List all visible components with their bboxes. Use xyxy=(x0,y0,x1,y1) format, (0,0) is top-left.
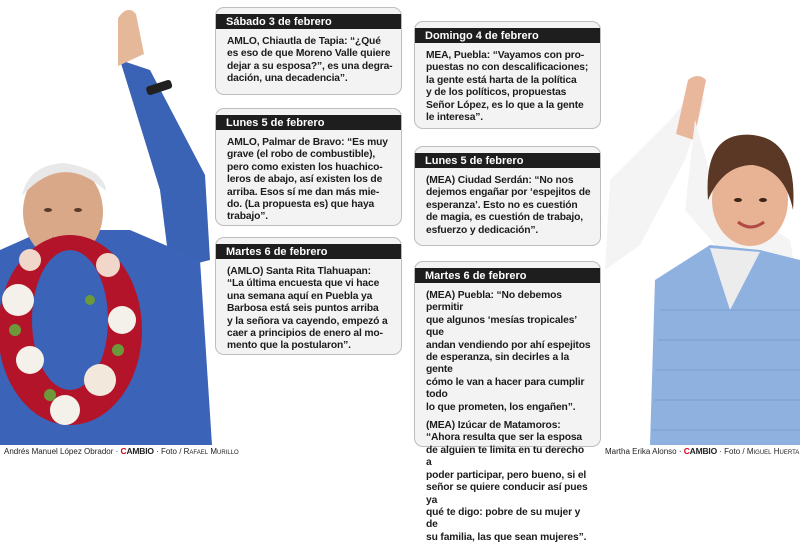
photo-amlo xyxy=(0,0,212,445)
quote-text: AMLO, Chiautla de Tapia: “¿Qué es eso de que Moreno Valle quiere dejar a su esposa?”, es una degra- dación, una decadencia”. xyxy=(227,36,393,85)
caption-author: Rafael Murillo xyxy=(183,447,239,456)
photo-caption-left: Andrés Manuel López Obrador · CAMBIO · Foto / Rafael Murillo xyxy=(4,446,239,456)
caption-name: Andrés Manuel López Obrador xyxy=(4,447,114,456)
card-quote xyxy=(216,130,401,230)
quote-text: (MEA) Izúcar de Matamoros: “Ahora resulta que ser la esposa de alguien te limita en tu derecho a poder participar, pero bueno, si el señor se quiere conducir así pues ya qué te digo: pobre de su mujer y de su familia, las que sean mujeres”. xyxy=(426,420,588,543)
card-quote xyxy=(216,29,401,92)
photo-martha-erika xyxy=(600,70,800,445)
cambio-logo: CAMBIO xyxy=(120,446,154,456)
card-quote xyxy=(216,259,401,359)
caption-name: Martha Erika Alonso xyxy=(605,447,677,456)
quote-text: (MEA) Puebla: “No debemos permitir que algunos ‘mesías tropicales’ que andan vendiendo por ahí espejitos de esperanza, sin decirles a la gente cómo le van a hacer para cumplir todo lo que prometen, los engañen”. xyxy=(426,290,591,413)
statement-card xyxy=(215,108,402,226)
card-date: Lunes 5 de febrero xyxy=(216,115,401,130)
statement-card xyxy=(215,237,402,355)
card-quote xyxy=(415,168,600,243)
card-date: Domingo 4 de febrero xyxy=(415,28,600,43)
card-quote xyxy=(415,43,600,130)
card-quote xyxy=(415,283,600,550)
photo-caption-right: Martha Erika Alonso · CAMBIO · Foto / Miguel Huerta xyxy=(605,446,800,456)
statement-card xyxy=(414,261,601,543)
quote-text: (MEA) Ciudad Serdán: “No nos dejemos engañar por ‘espejitos de esperanza’. Esto no es cuestión de magia, es cuestión de trabajo, esfuerzo y dedicación”. xyxy=(426,175,591,236)
amlo-illustration xyxy=(0,0,212,445)
caption-author: Miguel Huerta xyxy=(746,447,800,456)
martha-illustration xyxy=(600,70,800,445)
statement-card xyxy=(215,7,402,95)
caption-foto: Foto xyxy=(160,447,177,456)
cambio-logo: CAMBIO xyxy=(683,446,718,456)
statement-card xyxy=(414,21,601,129)
card-date: Martes 6 de febrero xyxy=(415,268,600,283)
caption-foto: Foto xyxy=(724,447,741,456)
statement-card xyxy=(414,146,601,246)
card-date: Lunes 5 de febrero xyxy=(415,153,600,168)
quote-text: (AMLO) Santa Rita Tlahuapan: “La última encuesta que vi hace una semana aquí en Puebla ya Barbosa está seis puntos arriba y la señora va cayendo, empezó a caer a principios de enero al mo- mento que la postularon”. xyxy=(227,266,388,352)
quote-text: AMLO, Palmar de Bravo: “Es muy grave (el robo de combustible), pero como existen los huachico- leros de abajo, así existen los de arriba. Esos sí me dan más mie- do. (La propuesta es) que haya trabajo”. xyxy=(227,137,388,223)
card-date: Sábado 3 de febrero xyxy=(216,14,401,29)
card-date: Martes 6 de febrero xyxy=(216,244,401,259)
quote-text: MEA, Puebla: “Vayamos con pro- puestas no con descalificaciones; la gente está harta de la política y de los políticos, propuestas Señor López, es lo que a la gente le interesa”. xyxy=(426,50,589,124)
